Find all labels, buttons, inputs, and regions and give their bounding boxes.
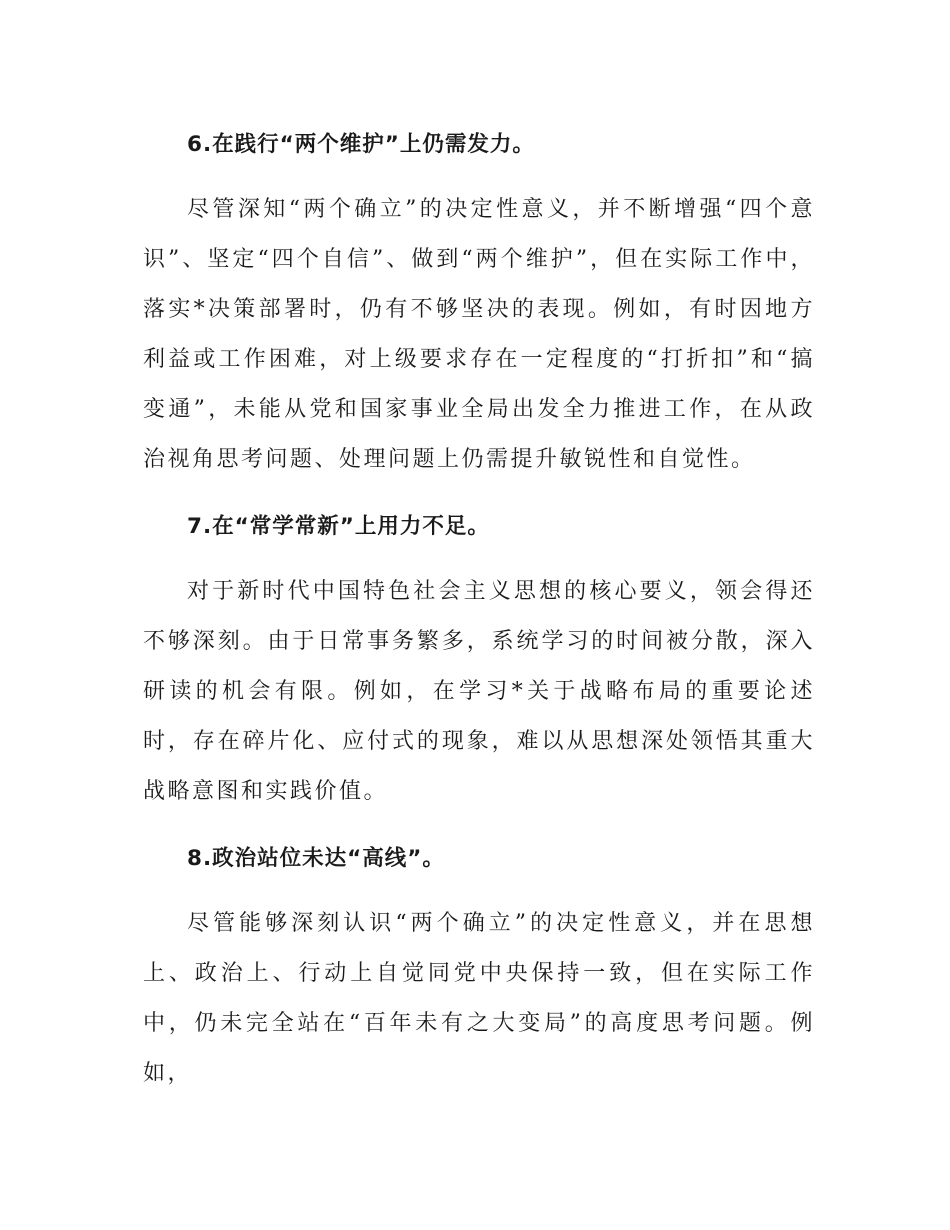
section-body-6: 尽管深知“两个确立”的决定性意义，并不断增强“四个意识”、坚定“四个自信”、做到“两个维护”，但在实际工作中，落实*决策部署时，仍有不够坚决的表现。例如，有时因地方利益或工作困难，对上级要求存在一定程度的“打折扣”和“搞变通”，未能从党和国家事业全局出发全力推进工作，在从政治视角思考问题、处理问题上仍需提升敏锐性和自觉性。 — [143, 197, 815, 472]
section-body-8: 尽管能够深刻认识“两个确立”的决定性意义，并在思想上、政治上、行动上自觉同党中央保持一致，但在实际工作中，仍未完全站在“百年未有之大变局”的高度思考问题。例如， — [143, 911, 815, 1086]
document-content — [143, 120, 815, 1116]
section-heading-6: 6.在践行“两个维护”上仍需发力。 — [187, 132, 535, 157]
section-heading-8: 8.政治站位未达“高线”。 — [187, 846, 445, 871]
section-body-7: 对于新时代中国特色社会主义思想的核心要义，领会得还不够深刻。由于日常事务繁多，系统学习的时间被分散，深入研读的机会有限。例如，在学习*关于战略布局的重要论述时，存在碎片化、应付式的现象，难以从思想深处领悟其重大战略意图和实践价值。 — [143, 579, 815, 804]
section-heading-7: 7.在“常学常新”上用力不足。 — [187, 514, 490, 539]
